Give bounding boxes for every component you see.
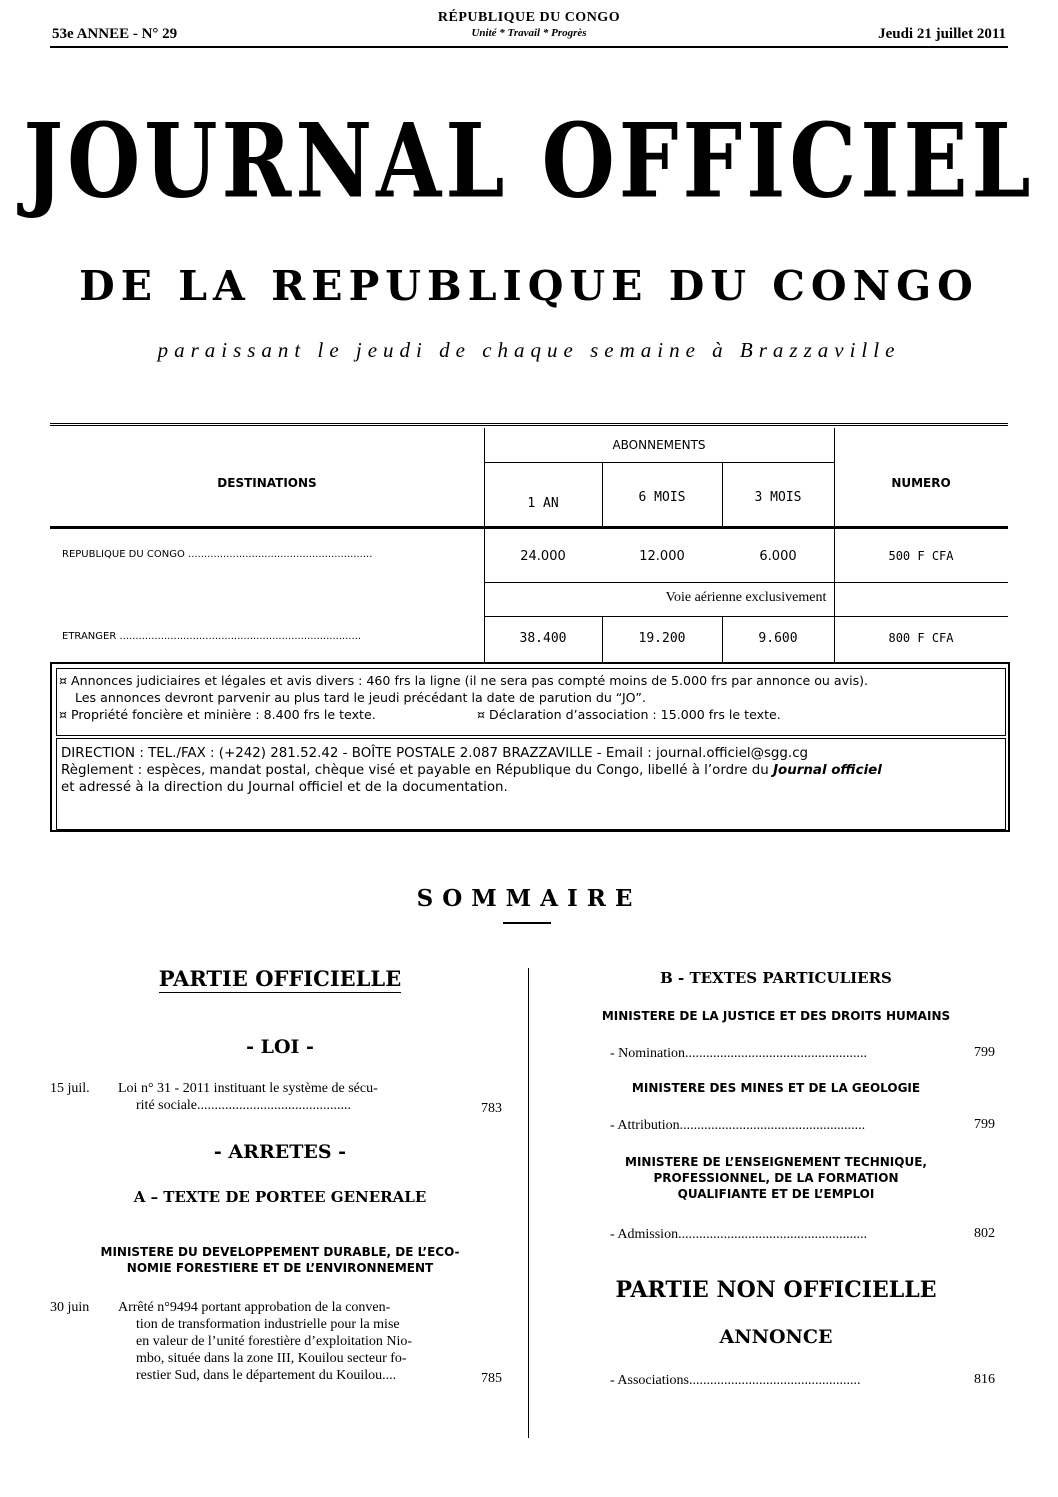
ministry-environment-line1: MINISTERE DU DEVELOPPEMENT DURABLE, DE L’ECO-	[100, 1245, 460, 1259]
sommaire-title: SOMMAIRE	[416, 885, 642, 912]
info-frame	[50, 662, 1010, 832]
admission-entry[interactable]: - Admission......................................................	[610, 1227, 868, 1242]
associations-entry[interactable]: - Associations.................................................	[610, 1373, 861, 1388]
loi-text-line1: Loi n° 31 - 2011 instituant le système de sécu-	[118, 1081, 378, 1096]
notice-association: ¤ Déclaration d’association : 15.000 frs le texte.	[477, 707, 781, 722]
nomination-page: 799	[974, 1045, 995, 1060]
notices-box	[56, 668, 1006, 736]
arrete-date: 30 juin	[50, 1300, 90, 1315]
arrete-line-3: en valeur de l’unité forestière d’exploitation Nio-	[136, 1334, 413, 1349]
associations-page: 816	[974, 1372, 995, 1387]
textes-particuliers-header: B - TEXTES PARTICULIERS	[660, 969, 892, 987]
loi-date: 15 juil.	[50, 1081, 90, 1096]
direction-adresse: et adressé à la direction du Journal officiel et de la documentation.	[61, 780, 508, 795]
admission-page: 802	[974, 1226, 995, 1241]
journal-officiel-emphasis: Journal officiel	[773, 763, 882, 778]
portee-generale-header: A – TEXTE DE PORTEE GENERALE	[133, 1188, 427, 1206]
numero-etranger: 800 F CFA	[888, 631, 954, 645]
destination-etranger: ETRANGER ............................................................................	[62, 631, 362, 642]
arrete-entry[interactable]	[118, 1299, 473, 1384]
numero-congo: 500 F CFA	[888, 549, 954, 563]
price-congo-3mois: 6.000	[759, 549, 797, 564]
direction-reglement: Règlement : espèces, mandat postal, chèque visé et payable en République du Congo, libellé à l’ordre du	[61, 763, 774, 778]
air-note: Voie aérienne exclusivement	[665, 590, 827, 605]
partie-non-officielle-header: PARTIE NON OFFICIELLE	[615, 1277, 937, 1303]
arrete-line-5: restier Sud, dans le département du Kouilou....	[136, 1368, 397, 1383]
loi-entry[interactable]	[118, 1080, 473, 1114]
ministry-environment-line2: NOMIE FORESTIERE ET DE L’ENVIRONNEMENT	[126, 1261, 434, 1275]
column-divider	[528, 968, 529, 1438]
direction-box	[56, 738, 1006, 830]
loi-text-line2: rité sociale............................................	[136, 1098, 352, 1113]
sommaire-underline	[503, 922, 551, 924]
price-etranger-6mois: 19.200	[638, 631, 686, 646]
numero-header: NUMERO	[891, 476, 951, 490]
direction-contact: DIRECTION : TEL./FAX : (+242) 281.52.42 - BOÎTE POSTALE 2.087 BRAZZAVILLE - Email : journal.officiel@sgg.cg	[61, 746, 809, 761]
arrete-line-1: Arrêté n°9494 portant approbation de la conven-	[118, 1300, 391, 1315]
journal-title: JOURNAL OFFICIEL	[23, 100, 1035, 221]
price-etranger-1an: 38.400	[519, 631, 567, 646]
arretes-header: - ARRETES -	[213, 1141, 347, 1163]
arrete-line-4: mbo, située dans la zone III, Kouilou secteur fo-	[136, 1351, 407, 1366]
destination-congo: REPUBLIQUE DU CONGO ..........................................................	[62, 549, 373, 560]
ministry-justice-header: MINISTERE DE LA JUSTICE ET DES DROITS HUMAINS	[601, 1009, 951, 1023]
subscription-table	[50, 423, 1008, 666]
partie-officielle-header: PARTIE OFFICIELLE	[158, 966, 402, 991]
notice-propriete: ¤ Propriété foncière et minière : 8.400 frs le texte.	[59, 707, 376, 722]
period-3-mois: 3 MOIS	[754, 490, 802, 505]
ministry-environment-header	[50, 1244, 510, 1276]
price-etranger-3mois: 9.600	[758, 631, 798, 646]
period-6-mois: 6 MOIS	[638, 490, 686, 505]
destinations-header: DESTINATIONS	[217, 476, 317, 490]
journal-subtitle: DE LA REPUBLIQUE DU CONGO	[79, 262, 979, 310]
republic-name: RÉPUBLIQUE DU CONGO	[437, 10, 621, 25]
ministry-education-line1: MINISTERE DE L’ENSEIGNEMENT TECHNIQUE,	[625, 1155, 927, 1169]
ministry-education-line2: PROFESSIONNEL, DE LA FORMATION	[653, 1171, 899, 1185]
notice-deadline: Les annonces devront parvenir au plus tard le jeudi précédant la date de parution du “JO”.	[75, 690, 646, 705]
price-congo-1an: 24.000	[520, 549, 566, 564]
abonnements-header: ABONNEMENTS	[612, 438, 706, 452]
issue-date: Jeudi 21 juillet 2011	[878, 26, 1006, 42]
price-congo-6mois: 12.000	[639, 549, 685, 564]
ministry-education-header	[546, 1154, 1006, 1202]
annonce-header: ANNONCE	[719, 1326, 833, 1348]
national-motto: Unité * Travail * Progrès	[471, 27, 587, 39]
attribution-entry[interactable]: - Attribution.....................................................	[610, 1118, 866, 1133]
nomination-entry[interactable]: - Nomination....................................................	[610, 1046, 868, 1061]
edition-number: 53e ANNEE - N° 29	[52, 26, 178, 42]
period-1-an: 1 AN	[527, 496, 559, 511]
arrete-line-2: tion de transformation industrielle pour la mise	[136, 1317, 400, 1332]
ministry-mines-header: MINISTERE DES MINES ET DE LA GEOLOGIE	[631, 1081, 921, 1095]
loi-header: - LOI -	[246, 1036, 314, 1058]
notice-annonces: ¤ Annonces judiciaires et légales et avis divers : 460 frs la ligne (il ne sera pas compté moins de 5.000 frs par annonce ou avis).	[59, 673, 869, 688]
attribution-page: 799	[974, 1117, 995, 1132]
arrete-page: 785	[481, 1371, 502, 1386]
journal-tagline: paraissant le jeudi de chaque semaine à Brazzaville	[157, 338, 901, 362]
loi-page: 783	[481, 1101, 502, 1116]
ministry-education-line3: QUALIFIANTE ET DE L’EMPLOI	[677, 1187, 875, 1201]
